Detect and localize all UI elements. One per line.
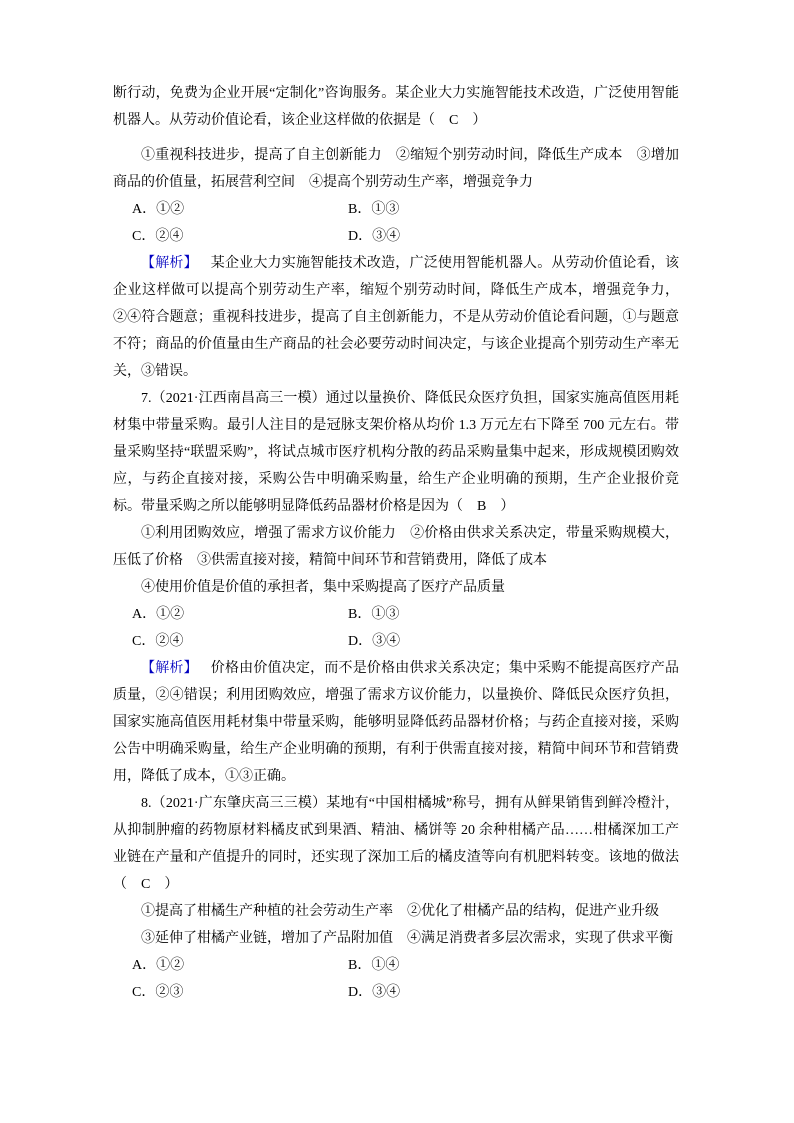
question-6-analysis bbox=[113, 250, 679, 385]
question-8-options-line-2: ③延伸了柑橘产业链，增加了产品附加值 ④满足消费者多层次需求，实现了供求平衡 bbox=[141, 931, 673, 946]
question-8-stem: 8.（2021·广东肇庆高三三模）某地有“中国柑橘城”称号，拥有从鲜果销售到鲜冷橙汁，从抑制肿瘤的药物原材料橘皮甙到果酒、精油、橘饼等 20 余种柑橘产品……柑橘深加工产业链在产量和产值提升的同时，还实现了深加工后的橘皮渣等向有机肥料转变。该地的做法（ C ） bbox=[113, 796, 679, 892]
question-6-choice-a: A．①② bbox=[132, 202, 185, 217]
question-8-choice-row-ab bbox=[113, 952, 679, 979]
question-7-analysis-text: 价格由价值决定，而不是价格由供求关系决定；集中采购不能提高医疗产品质量，②④错误；利用团购效应，增强了需求方议价能力，以量换价、降低民众医疗负担，国家实施高值医用耗材集中带量采购，能够明显降低药品器材价格；与药企直接对接，采购公告中明确采购量，给生产企业明确的预期，有利于供需直接对接，精简中间环节和营销费用，降低了成本，①③正确。 bbox=[113, 661, 680, 784]
question-6-choice-c: C．②④ bbox=[132, 229, 184, 244]
question-7-choice-row-ab bbox=[113, 601, 679, 628]
question-7-choice-a: A．①② bbox=[132, 607, 185, 622]
question-7-choice-c: C．②④ bbox=[132, 634, 184, 649]
question-8-options-line-1: ①提高了柑橘生产种植的社会劳动生产率 ②优化了柑橘产品的结构，促进产业升级 bbox=[141, 904, 659, 919]
question-7-options-line-1: ①利用团购效应，增强了需求方议价能力 ②价格由供求关系决定，带量采购规模大，压低了价格 ③供需直接对接，精简中间环节和营销费用，降低了成本 bbox=[113, 526, 679, 568]
question-6-choice-row-cd bbox=[113, 223, 679, 250]
question-7-choice-d: D．③④ bbox=[348, 634, 401, 649]
question-8-choice-c: C．②③ bbox=[132, 985, 184, 1000]
question-6-choice-row-ab bbox=[113, 196, 679, 223]
question-7-options-line-2: ④使用价值是价值的承担者，集中采购提高了医疗产品质量 bbox=[141, 580, 505, 595]
question-6-choice-b: B．①③ bbox=[348, 202, 400, 217]
question-7-choice-row-cd bbox=[113, 628, 679, 655]
question-8-choice-a: A．①② bbox=[132, 958, 185, 973]
question-8-choice-d: D．③④ bbox=[348, 985, 401, 1000]
question-7-analysis-label: 【解析】 bbox=[141, 661, 198, 676]
question-6-analysis-label: 【解析】 bbox=[141, 256, 198, 271]
question-6-stem: 断行动，免费为企业开展“定制化”咨询服务。某企业大力实施智能技术改造，广泛使用智能机器人。从劳动价值论看，该企业这样做的依据是（ C ） bbox=[113, 86, 679, 128]
question-8-choice-row-cd bbox=[113, 979, 679, 1006]
question-8-choice-b: B．①④ bbox=[348, 958, 400, 973]
question-6-choice-d: D．③④ bbox=[348, 229, 401, 244]
question-7-stem: 7.（2021·江西南昌高三一模）通过以量换价、降低民众医疗负担，国家实施高值医用耗材集中带量采购。最引人注目的是冠脉支架价格从均价 1.3 万元左右下降至 700 元左右。带量采购坚持“联盟采购”，将试点城市医疗机构分散的药品采购量集中起来，形成规模团购效应，与药企直接对接，采购公告中明确采购量，给生产企业明确的预期，生产企业报价竞标。带量采购之所以能够明显降低药品器材价格是因为（ B ） bbox=[113, 391, 679, 514]
question-7-analysis bbox=[113, 655, 679, 790]
question-6-analysis-text: 某企业大力实施智能技术改造，广泛使用智能机器人。从劳动价值论看，该企业这样做可以提高个别劳动生产率，缩短个别劳动时间，降低生产成本，增强竞争力，②④符合题意；重视科技进步，提高了自主创新能力，不是从劳动价值论看问题，①与题意不符；商品的价值量由生产商品的社会必要劳动时间决定，与该企业提高个别劳动生产率无关，③错误。 bbox=[113, 256, 680, 379]
question-6-options-line: ①重视科技进步，提高了自主创新能力 ②缩短个别劳动时间，降低生产成本 ③增加商品的价值量，拓展营利空间 ④提高个别劳动生产率，增强竞争力 bbox=[113, 148, 679, 190]
question-7-choice-b: B．①③ bbox=[348, 607, 400, 622]
